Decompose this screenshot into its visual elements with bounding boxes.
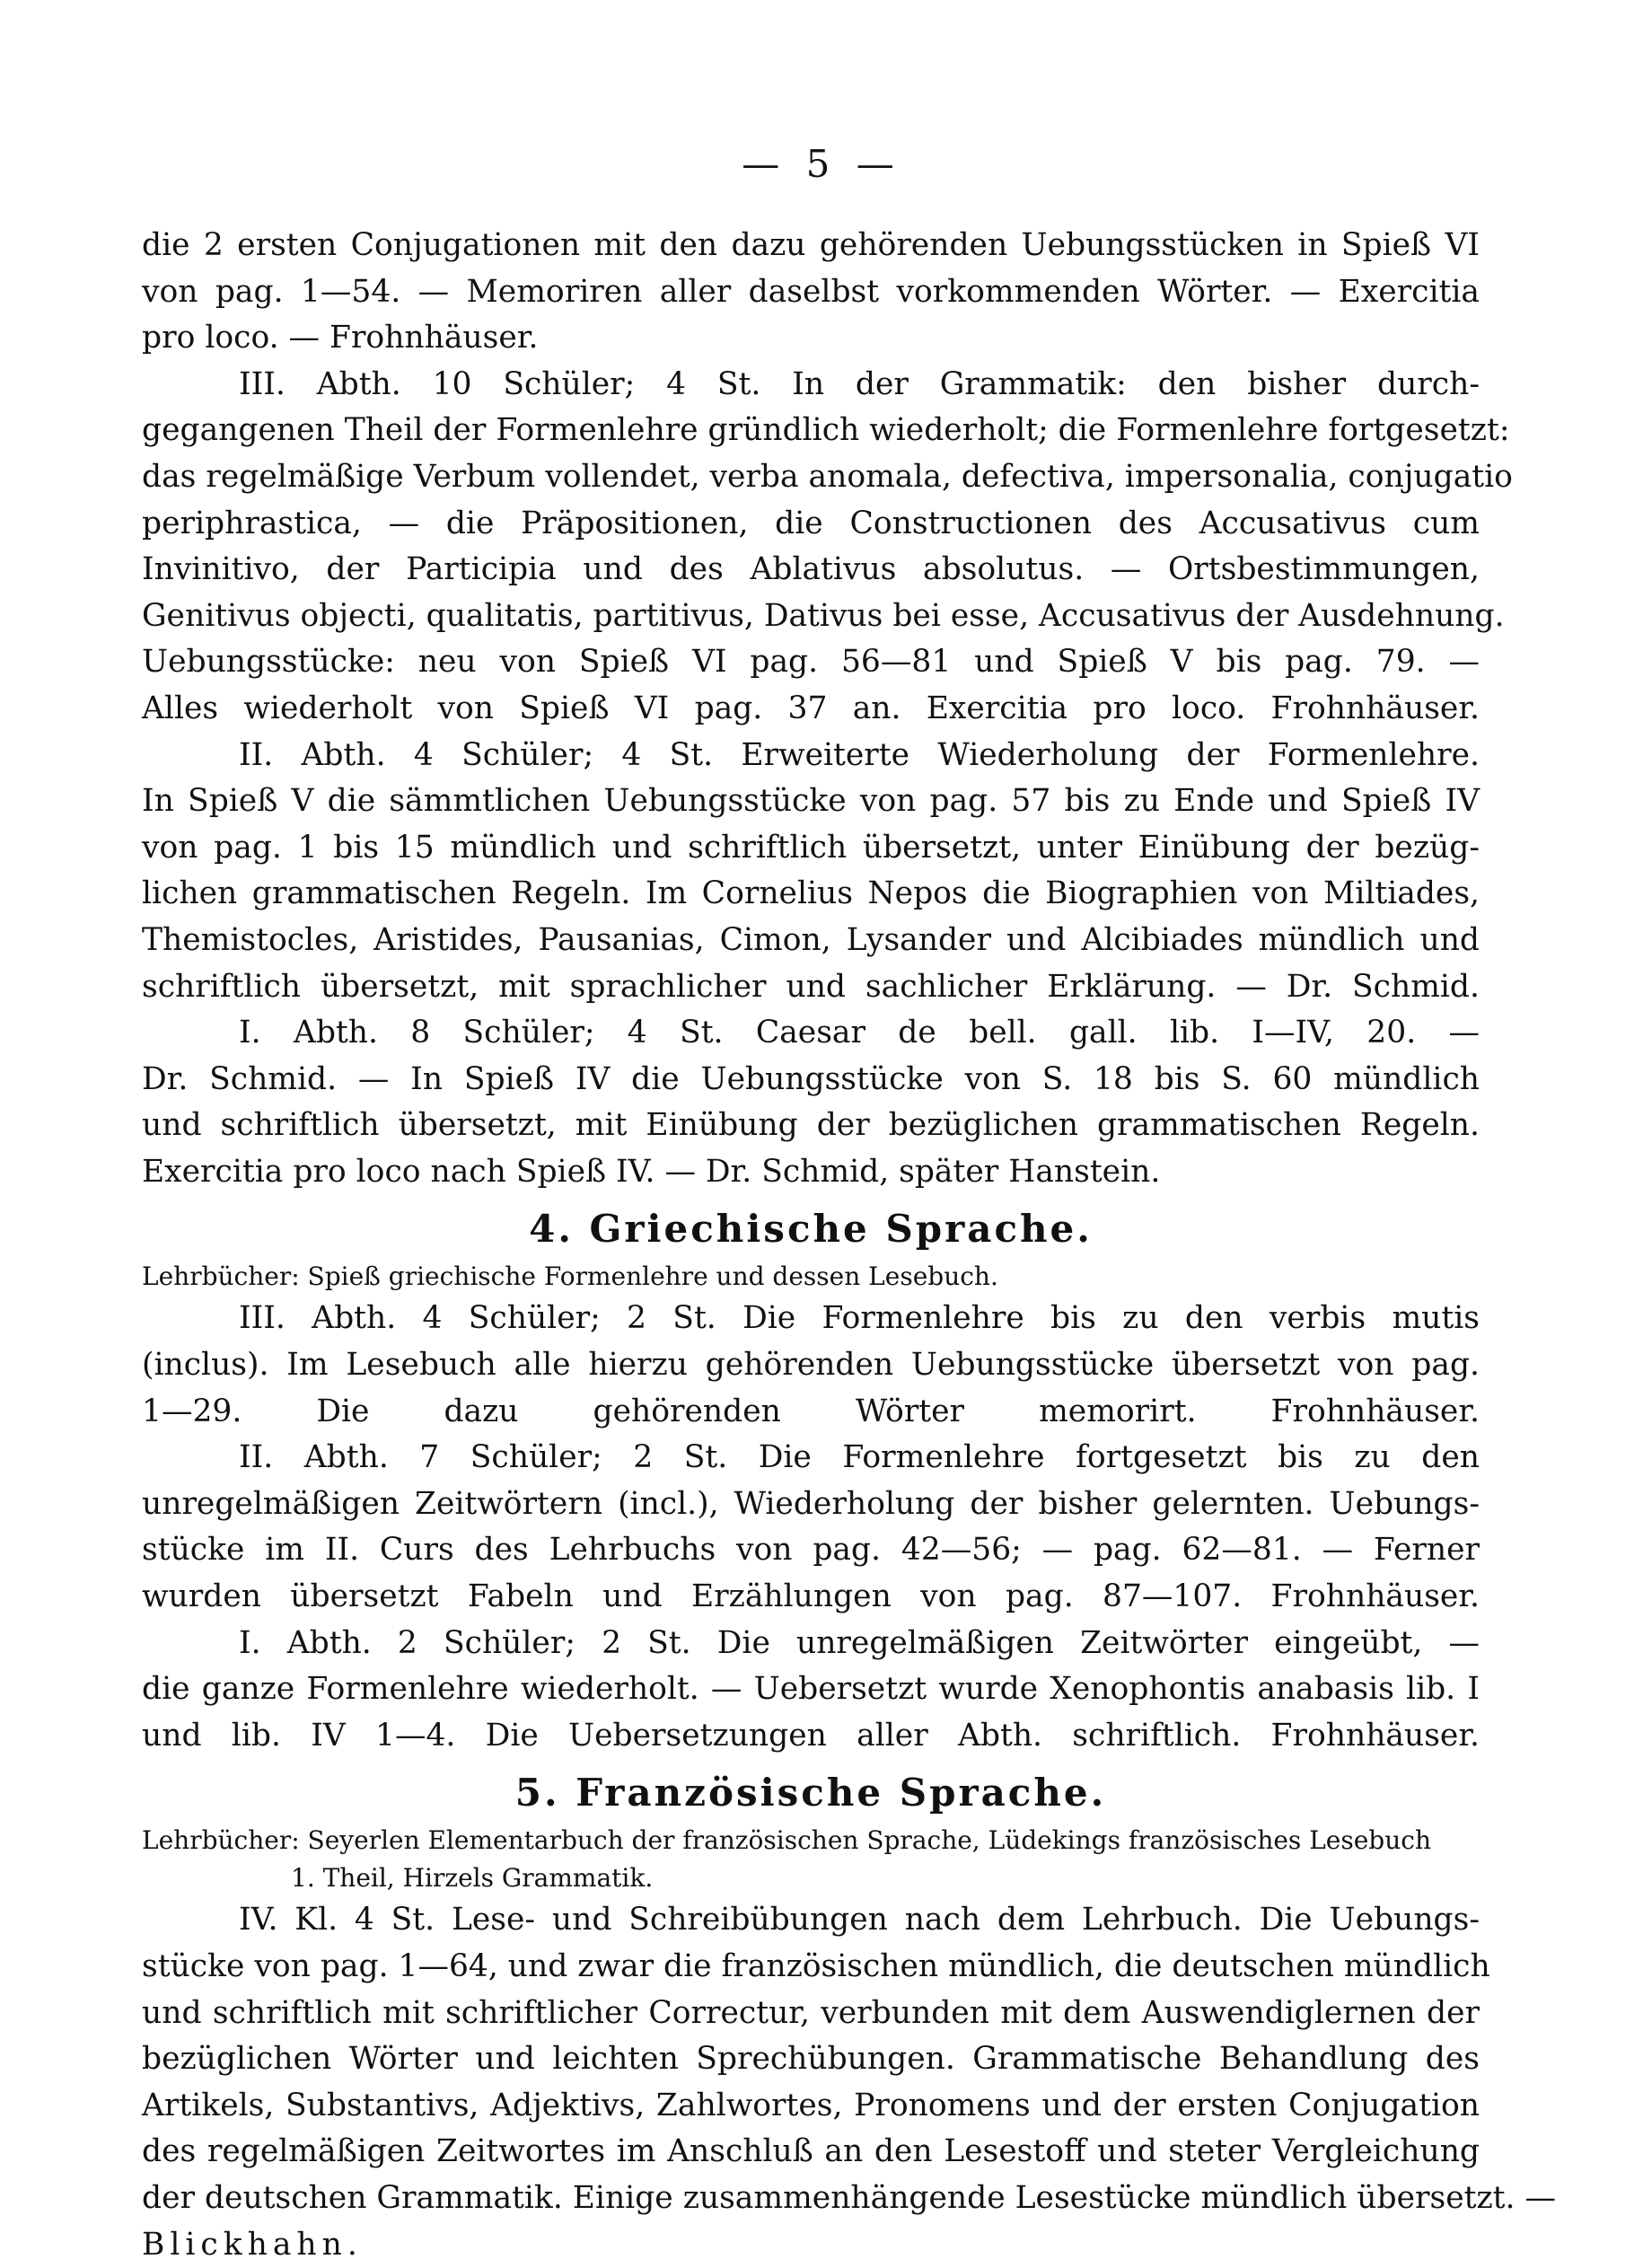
- text-line: das regelmäßige Verbum vollendet, verba anomala, defectiva, impersonalia, conjugatio: [142, 458, 1513, 495]
- text-line: In Spieß V die sämmtlichen Uebungsstücke von pag. 57 bis zu Ende und Spieß IV: [142, 783, 1480, 820]
- text-line: die 2 ersten Conjugationen mit den dazu gehörenden Uebungsstücken in Spieß VI: [142, 227, 1480, 263]
- latin-section: [142, 223, 1513, 1195]
- text-line: II. Abth. 4 Schüler; 4 St. Erweiterte Wiederholung der Formenlehre.: [239, 736, 1480, 773]
- text-line: I. Abth. 2 Schüler; 2 St. Die unregelmäßigen Zeitwörter eingeübt, —: [239, 1624, 1480, 1661]
- text-line: I. Abth. 8 Schüler; 4 St. Caesar de bell. gall. lib. I—IV, 20. —: [239, 1015, 1480, 1051]
- text-line: schriftlich übersetzt, mit sprachlicher und sachlicher Erklärung. — Dr. Schmid.: [142, 968, 1480, 1005]
- text-line: die ganze Formenlehre wiederholt. — Uebersetzt wurde Xenophontis anabasis lib. I: [142, 1671, 1480, 1708]
- textbook-note: Lehrbücher: Seyerlen Elementarbuch der französischen Sprache, Lüdekings französisches Lesebuch: [142, 1825, 1431, 1856]
- text-line: Invinitivo, der Participia und des Ablativus absolutus. — Ortsbestimmungen,: [142, 551, 1480, 588]
- section-heading-french: 5. Französische Sprache.: [514, 1771, 1107, 1815]
- text-line: und lib. IV 1—4. Die Uebersetzungen aller Abth. schriftlich. Frohnhäuser.: [142, 1717, 1480, 1754]
- text-line: der deutschen Grammatik. Einige zusammenhängende Lesestücke mündlich übersetzt. —: [142, 2179, 1556, 2216]
- textbook-note: 1. Theil, Hirzels Grammatik.: [291, 1863, 654, 1894]
- greek-section: [142, 1200, 1480, 1759]
- page-body: [142, 223, 1556, 2268]
- text-line: des regelmäßigen Zeitwortes im Anschluß an den Lesestoff und steter Vergleichung: [142, 2133, 1480, 2170]
- text-line: von pag. 1—54. — Memoriren aller daselbst vorkommenden Wörter. — Exercitia: [142, 273, 1480, 310]
- text-line: lichen grammatischen Regeln. Im Cornelius Nepos die Biographien von Miltiades,: [142, 875, 1480, 912]
- text-line: wurden übersetzt Fabeln und Erzählungen von pag. 87—107. Frohnhäuser.: [142, 1578, 1480, 1615]
- text-line: von pag. 1 bis 15 mündlich und schriftlich übersetzt, unter Einübung der bezüg-: [142, 829, 1480, 866]
- text-line: 1—29. Die dazu gehörenden Wörter memorirt. Frohnhäuser.: [142, 1393, 1480, 1429]
- text-line: und schriftlich übersetzt, mit Einübung der bezüglichen grammatischen Regeln.: [142, 1107, 1480, 1144]
- text-line: stücke im II. Curs des Lehrbuchs von pag. 42—56; — pag. 62—81. — Ferner: [142, 1532, 1480, 1569]
- text-line: II. Abth. 7 Schüler; 2 St. Die Formenlehre fortgesetzt bis zu den: [239, 1439, 1480, 1476]
- text-line: III. Abth. 4 Schüler; 2 St. Die Formenlehre bis zu den verbis mutis: [239, 1300, 1480, 1337]
- text-line: und schriftlich mit schriftlicher Correctur, verbunden mit dem Auswendiglernen der: [142, 1994, 1480, 2031]
- text-line: Themistocles, Aristides, Pausanias, Cimon, Lysander und Alcibiades mündlich und: [142, 921, 1480, 958]
- text-line: Artikels, Substantivs, Adjektivs, Zahlwortes, Pronomens und der ersten Conjugation: [142, 2087, 1480, 2123]
- text-line: Blickhahn.: [142, 2226, 363, 2263]
- text-line: periphrastica, — die Präpositionen, die Constructionen des Accusativus cum: [142, 505, 1480, 541]
- text-line: pro loco. — Frohnhäuser.: [142, 320, 539, 356]
- text-line: Uebungsstücke: neu von Spieß VI pag. 56—81 und Spieß V bis pag. 79. —: [142, 644, 1480, 681]
- text-line: stücke von pag. 1—64, und zwar die französischen mündlich, die deutschen mündlich: [142, 1948, 1490, 1984]
- text-line: unregelmäßigen Zeitwörtern (incl.), Wiederholung der bisher gelernten. Uebungs-: [142, 1485, 1480, 1522]
- text-line: (inclus). Im Lesebuch alle hierzu gehörenden Uebungsstücke übersetzt von pag.: [142, 1347, 1480, 1384]
- page-number: — 5 —: [742, 142, 901, 186]
- section-heading-greek: 4. Griechische Sprache.: [529, 1207, 1093, 1252]
- text-line: IV. Kl. 4 St. Lese- und Schreibübungen nach dem Lehrbuch. Die Uebungs-: [239, 1902, 1480, 1938]
- textbook-note: Lehrbücher: Spieß griechische Formenlehre und dessen Lesebuch.: [142, 1261, 998, 1292]
- text-line: bezüglichen Wörter und leichten Sprechübungen. Grammatische Behandlung des: [142, 2041, 1480, 2078]
- text-line: gegangenen Theil der Formenlehre gründlich wiederholt; die Formenlehre fortgesetzt:: [142, 412, 1510, 449]
- text-line: Alles wiederholt von Spieß VI pag. 37 an. Exercitia pro loco. Frohnhäuser.: [142, 690, 1480, 726]
- text-line: Dr. Schmid. — In Spieß IV die Uebungsstücke von S. 18 bis S. 60 mündlich: [142, 1060, 1480, 1097]
- text-line: Exercitia pro loco nach Spieß IV. — Dr. Schmid, später Hanstein.: [142, 1153, 1161, 1190]
- text-line: Genitivus objecti, qualitatis, partitivus, Dativus bei esse, Accusativus der Ausdehnung.: [142, 597, 1505, 634]
- french-section: [142, 1764, 1556, 2268]
- text-line: III. Abth. 10 Schüler; 4 St. In der Grammatik: den bisher durch-: [239, 365, 1480, 402]
